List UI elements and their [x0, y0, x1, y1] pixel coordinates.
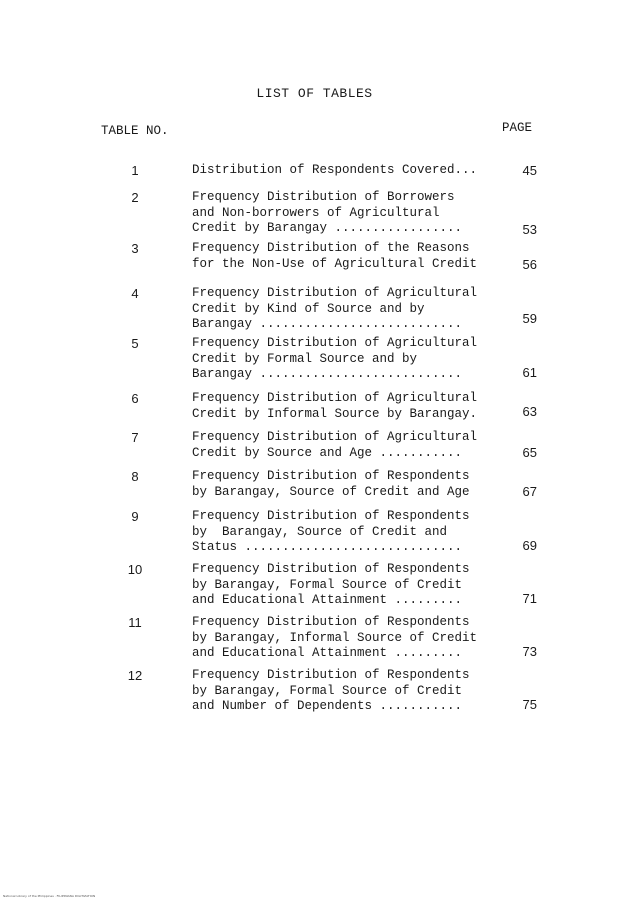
page-number: 75: [522, 697, 537, 712]
page-number: 45: [522, 163, 537, 178]
table-caption: [192, 469, 508, 500]
table-caption: [192, 241, 508, 272]
page-number: 61: [522, 365, 537, 380]
table-caption-line: Credit by Formal Source and by: [192, 351, 418, 366]
page-number: 73: [522, 644, 537, 659]
table-caption: [192, 615, 508, 662]
table-caption: [192, 509, 508, 556]
page-number: 65: [522, 445, 537, 460]
table-number: 5: [131, 336, 139, 351]
table-number: 8: [131, 469, 139, 484]
table-caption-line: Frequency Distribution of Respondents: [192, 469, 470, 483]
table-caption: [192, 562, 508, 609]
table-caption-line: by Barangay, Formal Source of Credit: [192, 577, 463, 592]
table-caption-line: Frequency Distribution of Agricultural: [192, 286, 478, 300]
page-number: 56: [522, 257, 537, 272]
scan-watermark: National Library of the Philippines · FILIPINIANA DIGITIZATION: [3, 894, 96, 898]
table-number-column-header: TABLE NO.: [101, 124, 169, 138]
table-caption-line: Frequency Distribution of Respondents: [192, 615, 470, 629]
table-caption: [192, 668, 508, 715]
table-caption: [192, 163, 508, 179]
table-caption-line: and Educational Attainment .........: [192, 593, 463, 607]
table-caption-line: by Barangay, Source of Credit and Age: [192, 484, 470, 499]
table-caption-line: Distribution of Respondents Covered...: [192, 163, 478, 177]
page-title: LIST OF TABLES: [256, 86, 373, 101]
page-number: 71: [522, 591, 537, 606]
table-number: 9: [131, 509, 139, 524]
page-number: 63: [522, 404, 537, 419]
table-caption-line: Credit by Source and Age ...........: [192, 445, 463, 460]
table-caption-line: by Barangay, Source of Credit and: [192, 524, 448, 539]
table-number: 6: [131, 391, 139, 406]
table-caption-line: Frequency Distribution of Respondents: [192, 668, 470, 682]
table-caption-line: by Barangay, Informal Source of Credit: [192, 630, 478, 645]
table-caption-line: and Non-borrowers of Agricultural: [192, 205, 440, 220]
page-number: 59: [522, 311, 537, 326]
table-caption-line: Frequency Distribution of Agricultural: [192, 391, 478, 405]
table-caption-line: Frequency Distribution of Borrowers: [192, 190, 455, 204]
page-number: 53: [522, 222, 537, 237]
table-number: 10: [127, 562, 143, 577]
table-number: 4: [131, 286, 139, 301]
table-caption-line: and Educational Attainment .........: [192, 646, 463, 660]
table-caption-line: and Number of Dependents ...........: [192, 699, 463, 713]
table-number: 7: [131, 430, 139, 445]
page-number: 67: [522, 484, 537, 499]
table-caption-line: Barangay ...........................: [192, 367, 463, 381]
table-caption-line: Frequency Distribution of the Reasons: [192, 241, 470, 255]
table-caption: [192, 430, 508, 461]
table-caption: [192, 336, 508, 383]
table-number: 12: [127, 668, 143, 683]
table-caption: [192, 286, 508, 333]
table-caption: [192, 391, 508, 422]
table-number: 3: [131, 241, 139, 256]
table-caption-line: Frequency Distribution of Respondents: [192, 562, 470, 576]
table-caption-line: by Barangay, Formal Source of Credit: [192, 683, 463, 698]
table-number: 1: [131, 163, 139, 178]
table-caption: [192, 190, 508, 237]
table-number: 11: [128, 615, 142, 630]
table-caption-line: Credit by Barangay .................: [192, 221, 463, 235]
table-caption-line: Barangay ...........................: [192, 317, 463, 331]
table-number: 2: [131, 190, 139, 205]
table-caption-line: for the Non-Use of Agricultural Credit: [192, 256, 478, 271]
table-caption-line: Credit by Kind of Source and by: [192, 301, 425, 316]
page-number: 69: [522, 538, 537, 553]
page-column-header: PAGE: [502, 121, 533, 135]
table-caption-line: Credit by Informal Source by Barangay.: [192, 406, 478, 421]
table-caption-line: Frequency Distribution of Respondents: [192, 509, 470, 523]
table-caption-line: Status .............................: [192, 540, 463, 554]
table-caption-line: Frequency Distribution of Agricultural: [192, 336, 478, 350]
table-caption-line: Frequency Distribution of Agricultural: [192, 430, 478, 444]
